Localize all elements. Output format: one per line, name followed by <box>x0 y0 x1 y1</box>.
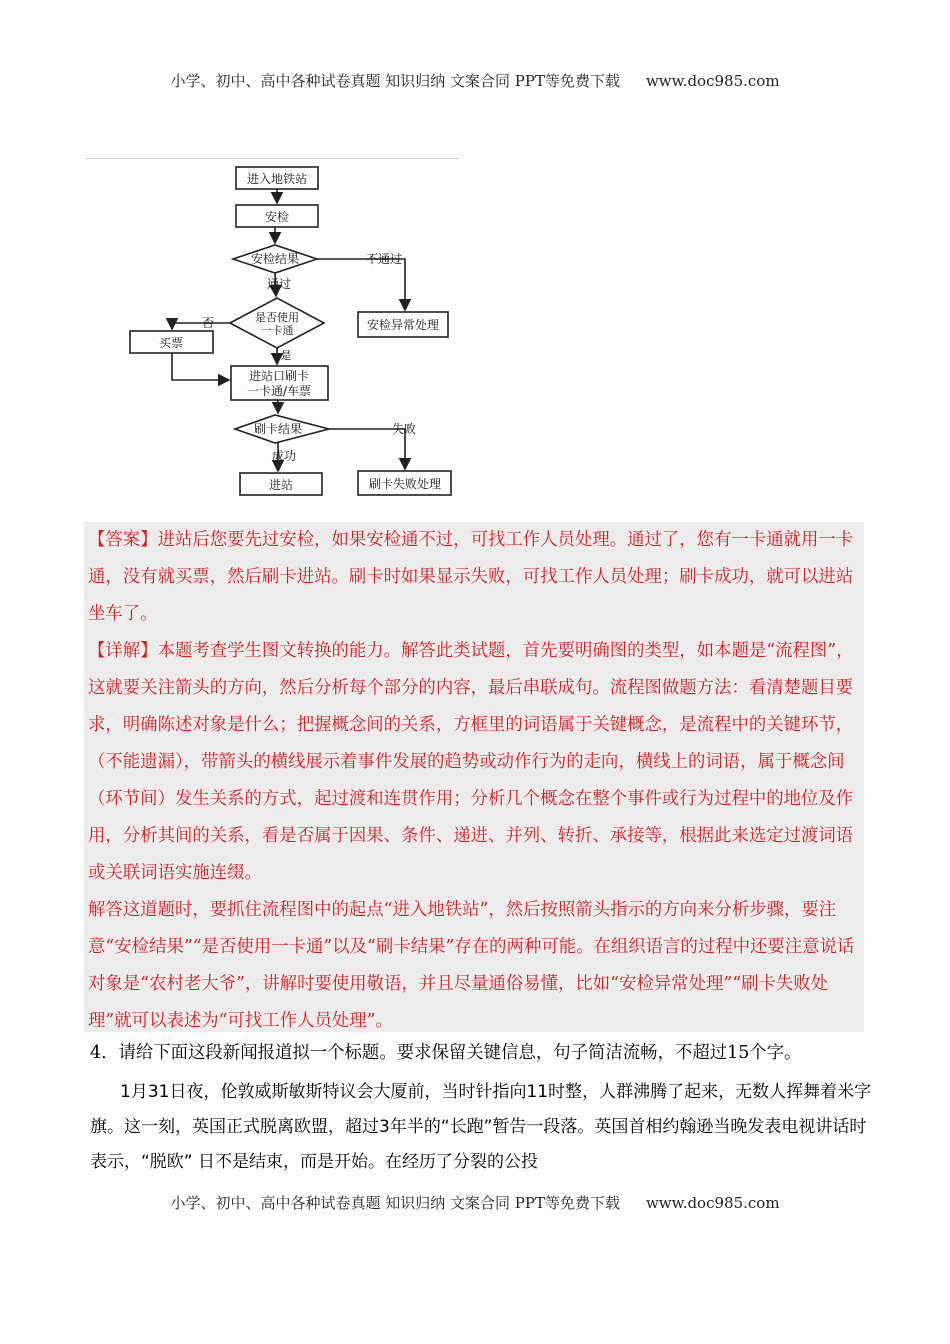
label-buy-ticket: 买票 <box>158 336 184 350</box>
analysis-paragraph: 解答这道题时，要抓住流程图中的起点“进入地铁站”，然后按照箭头指示的方向来分析步骤，要注意“安检结果”“是否使用一卡通”以及“刷卡结果”存在的两种可能。在组织语言的过程中还要注意说话对象是“农村老大爷”，讲解时要使用敬语，并且尽量通俗易懂，比如“安检异常处理”“刷卡失败处理”就可以表述为“可找工作人员处理”。 <box>88 900 855 1031</box>
divider <box>86 158 459 159</box>
header-text: 小学、初中、高中各种试卷真题 知识归纳 文案合同 PPT等免费下载 <box>170 72 620 90</box>
page-footer <box>0 1192 950 1213</box>
label-start: 进入地铁站 <box>246 172 308 186</box>
label-swipe-result: 刷卡结果 <box>253 422 303 436</box>
label-security-result: 安检结果 <box>250 252 300 266</box>
label-not-pass: 不通过 <box>365 252 403 266</box>
page-header <box>0 70 950 91</box>
label-use-card-2: 一卡通 <box>260 324 294 337</box>
label-yes: 是 <box>280 349 292 362</box>
label-security-exception: 安检异常处理 <box>366 318 440 332</box>
answer-block <box>84 522 864 1032</box>
news-text: 1月31日夜，伦敦威斯敏斯特议会大厦前，当时针指向11时整，人群沸腾了起来，无数人挥舞着米字旗。这一刻，英国正式脱离欧盟，超过3年半的“长跑”暂告一段落。英国首相约翰逊当晚发表电视讲话时表示，“脱欧” 日不是结束，而是开始。在经历了分裂的公投 <box>90 1082 872 1172</box>
label-swipe-2: 一卡通/车票 <box>246 384 312 398</box>
news-passage <box>90 1075 872 1180</box>
label-security: 安检 <box>264 210 290 224</box>
explanation-paragraph: 【详解】本题考查学生图文转换的能力。解答此类试题，首先要明确图的类型，如本题是“流程图”，这就要关注箭头的方向，然后分析每个部分的内容，最后串联成句。流程图做题方法：看清楚题目要求，明确陈述对象是什么；把握概念间的关系，方框里的词语属于关键概念，是流程中的关键环节，（不能遗漏），带箭头的横线展示着事件发展的趋势或动作行为的走向，横线上的词语，属于概念间（环节间）发生关系的方式，起过渡和连贯作用；分析几个概念在整个事件或行为过程中的地位及作用，分析其间的关系，看是否属于因果、条件、递进、并列、转折、承接等，根据此来选定过渡词语或关联词语实施连缀。 <box>88 641 854 883</box>
label-use-card-1: 是否使用 <box>255 311 299 324</box>
footer-url[interactable]: www.doc985.com <box>645 1194 780 1212</box>
label-pass: 通过 <box>266 277 292 291</box>
label-fail: 失败 <box>391 422 417 436</box>
label-success: 成功 <box>271 449 297 463</box>
flowchart <box>120 160 480 510</box>
question-4: 4．请给下面这段新闻报道拟一个标题。要求保留关键信息，句子简洁流畅，不超过15个字。 <box>90 1043 802 1063</box>
header-url[interactable]: www.doc985.com <box>645 72 780 90</box>
label-enter: 进站 <box>268 478 294 492</box>
label-no: 否 <box>201 316 215 330</box>
label-swipe-1: 进站口刷卡 <box>248 369 310 383</box>
footer-text: 小学、初中、高中各种试卷真题 知识归纳 文案合同 PPT等免费下载 <box>170 1194 620 1212</box>
answer-paragraph: 【答案】进站后您要先过安检，如果安检通不过，可找工作人员处理。通过了，您有一卡通就用一卡通，没有就买票，然后刷卡进站。刷卡时如果显示失败，可找工作人员处理；刷卡成功，就可以进站坐车了。 <box>88 530 854 624</box>
label-swipe-fail: 刷卡失败处理 <box>368 477 442 491</box>
